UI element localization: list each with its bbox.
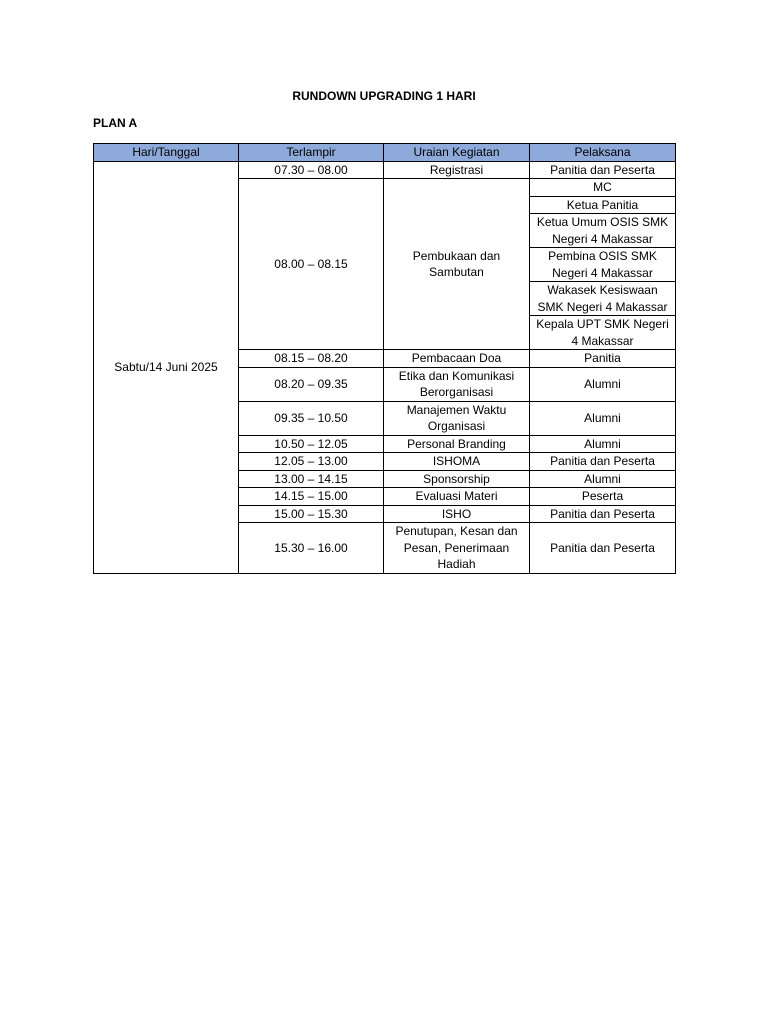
executor-cell: MC (530, 179, 676, 197)
activity-cell: Penutupan, Kesan dan Pesan, Penerimaan Hadiah (384, 523, 530, 574)
table-row (94, 161, 676, 179)
executor-cell: Alumni (530, 367, 676, 401)
executor-cell: Panitia (530, 350, 676, 368)
time-cell: 13.00 – 14.15 (239, 470, 384, 488)
executor-cell: Wakasek Kesiswaan SMK Negeri 4 Makassar (530, 282, 676, 316)
rundown-table (93, 143, 676, 574)
time-cell: 08.20 – 09.35 (239, 367, 384, 401)
executor-cell: Ketua Umum OSIS SMK Negeri 4 Makassar (530, 214, 676, 248)
executor-cell: Panitia dan Peserta (530, 505, 676, 523)
plan-label: PLAN A (93, 116, 138, 130)
time-cell: 12.05 – 13.00 (239, 453, 384, 471)
activity-cell: Personal Branding (384, 435, 530, 453)
executor-cell: Panitia dan Peserta (530, 161, 676, 179)
time-cell: 08.00 – 08.15 (239, 179, 384, 350)
executor-cell: Peserta (530, 488, 676, 506)
activity-cell: Pembacaan Doa (384, 350, 530, 368)
executor-cell: Alumni (530, 435, 676, 453)
table-header-row (94, 144, 676, 162)
time-cell: 09.35 – 10.50 (239, 401, 384, 435)
time-cell: 08.15 – 08.20 (239, 350, 384, 368)
executor-cell: Panitia dan Peserta (530, 453, 676, 471)
time-cell: 15.00 – 15.30 (239, 505, 384, 523)
time-cell: 07.30 – 08.00 (239, 161, 384, 179)
activity-cell: Pembukaan dan Sambutan (384, 179, 530, 350)
activity-cell: ISHO (384, 505, 530, 523)
activity-cell: Manajemen Waktu Organisasi (384, 401, 530, 435)
executor-cell: Pembina OSIS SMK Negeri 4 Makassar (530, 248, 676, 282)
activity-cell: Evaluasi Materi (384, 488, 530, 506)
header-executor: Pelaksana (530, 144, 676, 162)
time-cell: 10.50 – 12.05 (239, 435, 384, 453)
header-activity: Uraian Kegiatan (384, 144, 530, 162)
executor-cell: Alumni (530, 470, 676, 488)
time-cell: 14.15 – 15.00 (239, 488, 384, 506)
activity-cell: Etika dan Komunikasi Berorganisasi (384, 367, 530, 401)
date-cell: Sabtu/14 Juni 2025 (94, 161, 239, 573)
activity-cell: Sponsorship (384, 470, 530, 488)
header-date: Hari/Tanggal (94, 144, 239, 162)
executor-cell: Alumni (530, 401, 676, 435)
header-time: Terlampir (239, 144, 384, 162)
executor-cell: Ketua Panitia (530, 196, 676, 214)
executor-cell: Panitia dan Peserta (530, 523, 676, 574)
time-cell: 15.30 – 16.00 (239, 523, 384, 574)
executor-cell: Kepala UPT SMK Negeri 4 Makassar (530, 316, 676, 350)
document-title: RUNDOWN UPGRADING 1 HARI (292, 89, 476, 103)
activity-cell: Registrasi (384, 161, 530, 179)
activity-cell: ISHOMA (384, 453, 530, 471)
